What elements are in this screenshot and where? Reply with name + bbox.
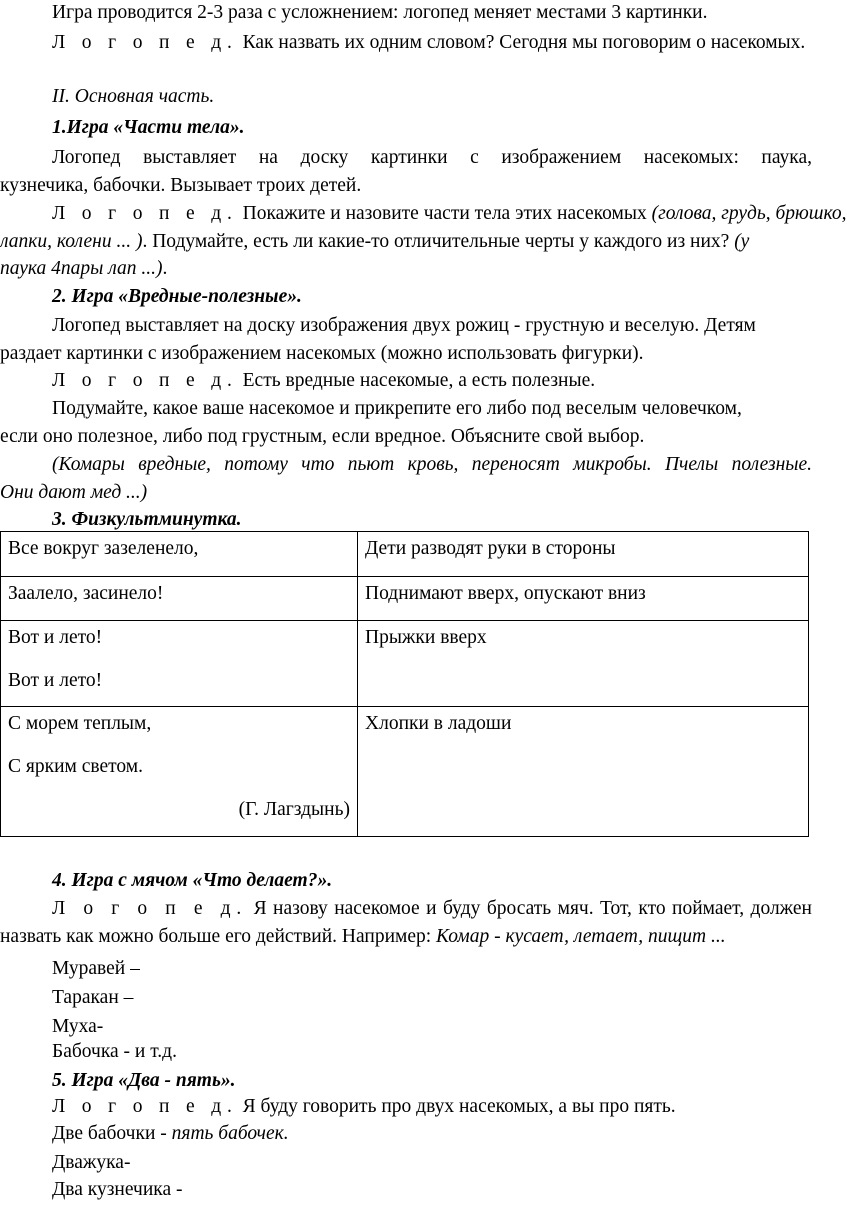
speaker-text: Как назвать их одним словом? Сегодня мы поговорим о насекомых. [237, 32, 806, 53]
section-title: II. Основная часть. [52, 86, 215, 107]
list-item: Таракан – [52, 987, 134, 1008]
speaker-text: Я буду говорить про двух насекомых, а вы про пять. [237, 1096, 676, 1117]
poem-author: (Г. Лагздынь) [238, 799, 350, 820]
game2-paragraph-line: если оно полезное, либо под грустным, если вредное. Объясните свой выбор. [0, 426, 645, 447]
game1-speaker-line-3 [0, 256, 167, 282]
action-text: Поднимают вверх, опускают вниз [365, 583, 646, 604]
game2-italic-line: Они дают мед ...) [0, 482, 148, 503]
table-cell-verse [1, 707, 358, 837]
table-row [1, 707, 809, 837]
game2-paragraph-line: раздает картинки с изображением насекомых (можно использовать фигурки). [0, 343, 644, 364]
intro-speaker-line [52, 30, 805, 56]
italic-note: Комар - кусает, летает, пищит ... [436, 926, 726, 947]
speaker-text: Я назову насекомое и буду бросать мяч. Тот, кто поймает, должен [247, 898, 812, 919]
table-cell-action [358, 532, 809, 577]
game4-speaker-line-2 [0, 924, 726, 950]
list-item: Муха- [52, 1016, 104, 1037]
speaker-text: . [162, 258, 168, 279]
speaker-label: Л о г о п е д. [52, 32, 238, 53]
game4-speaker-line [52, 896, 812, 922]
game4-title: 4. Игра с мячом «Что делает?». [52, 870, 333, 891]
speaker-text: Есть вредные насекомые, а есть полезные. [237, 370, 596, 391]
game2-title: 2. Игра «Вредные-полезные». [52, 286, 302, 307]
list-item: Муравей – [52, 958, 140, 979]
speaker-text: . Подумайте, есть ли какие-то отличительные черты у каждого из них? [142, 231, 735, 252]
table-cell-action [358, 577, 809, 621]
table-cell-action [358, 707, 809, 837]
game1-speaker-line [52, 201, 847, 227]
game3-title: 3. Физкультминутка. [52, 509, 242, 530]
game2-speaker-line [52, 368, 595, 394]
italic-note: лапки, колени ... ) [0, 231, 143, 252]
speaker-label: Л о г о п е д. [52, 370, 238, 391]
game1-paragraph-line: Логопед выставляет на доску картинки с изображением насекомых: паука, [52, 147, 812, 168]
table-cell-verse [1, 532, 358, 577]
exercise-table [0, 531, 809, 837]
italic-note: пять бабочек. [171, 1123, 289, 1144]
table-row [1, 532, 809, 577]
table-row [1, 621, 809, 707]
game1-speaker-line-2 [0, 229, 749, 255]
action-text: Дети разводят руки в стороны [365, 538, 616, 559]
game2-italic-line: (Комары вредные, потому что пьют кровь, переносят микробы. Пчелы полезные. [52, 454, 812, 475]
verse-line: Заалело, засинело! [8, 583, 164, 604]
intro-line: Игра проводится 2-3 раза с усложнением: логопед меняет местами 3 картинки. [52, 2, 708, 23]
italic-note: (голова, грудь, брюшко, [651, 203, 847, 224]
speaker-label: Л о г о п е д. [52, 898, 248, 919]
verse-line: Вот и лето! [8, 670, 103, 691]
table-cell-verse [1, 577, 358, 621]
table-cell-verse [1, 621, 358, 707]
verse-line: С морем теплым, [8, 713, 152, 734]
table-row [1, 577, 809, 621]
table-cell-action [358, 621, 809, 707]
list-item: Дважука- [52, 1152, 131, 1173]
action-text: Прыжки вверх [365, 627, 487, 648]
italic-note: (у [734, 231, 750, 252]
speaker-text: Покажите и назовите части тела этих насекомых [237, 203, 652, 224]
speaker-label: Л о г о п е д. [52, 203, 238, 224]
game2-paragraph-line: Подумайте, какое ваше насекомое и прикрепите его либо под веселым человечком, [52, 398, 742, 419]
list-item: Бабочка - и т.д. [52, 1041, 177, 1062]
game5-speaker-line [52, 1094, 676, 1120]
italic-note: паука 4пары лап ...) [0, 258, 163, 279]
verse-line: С ярким светом. [8, 756, 143, 777]
game5-title: 5. Игра «Два - пять». [52, 1070, 236, 1091]
game2-paragraph-line: Логопед выставляет на доску изображения двух рожиц - грустную и веселую. Детям [52, 315, 756, 336]
game1-title: 1.Игра «Части тела». [52, 117, 245, 138]
example-text: Две бабочки - [52, 1123, 172, 1144]
speaker-label: Л о г о п е д. [52, 1096, 238, 1117]
speaker-text: назвать как можно больше его действий. Например: [0, 926, 437, 947]
verse-line: Все вокруг зазеленело, [8, 538, 199, 559]
list-item: Два кузнечика - [52, 1179, 183, 1200]
action-text: Хлопки в ладоши [365, 713, 512, 734]
game5-example-line [52, 1121, 289, 1147]
verse-line: Вот и лето! [8, 627, 103, 648]
game1-paragraph-line: кузнечика, бабочки. Вызывает троих детей. [0, 175, 362, 196]
